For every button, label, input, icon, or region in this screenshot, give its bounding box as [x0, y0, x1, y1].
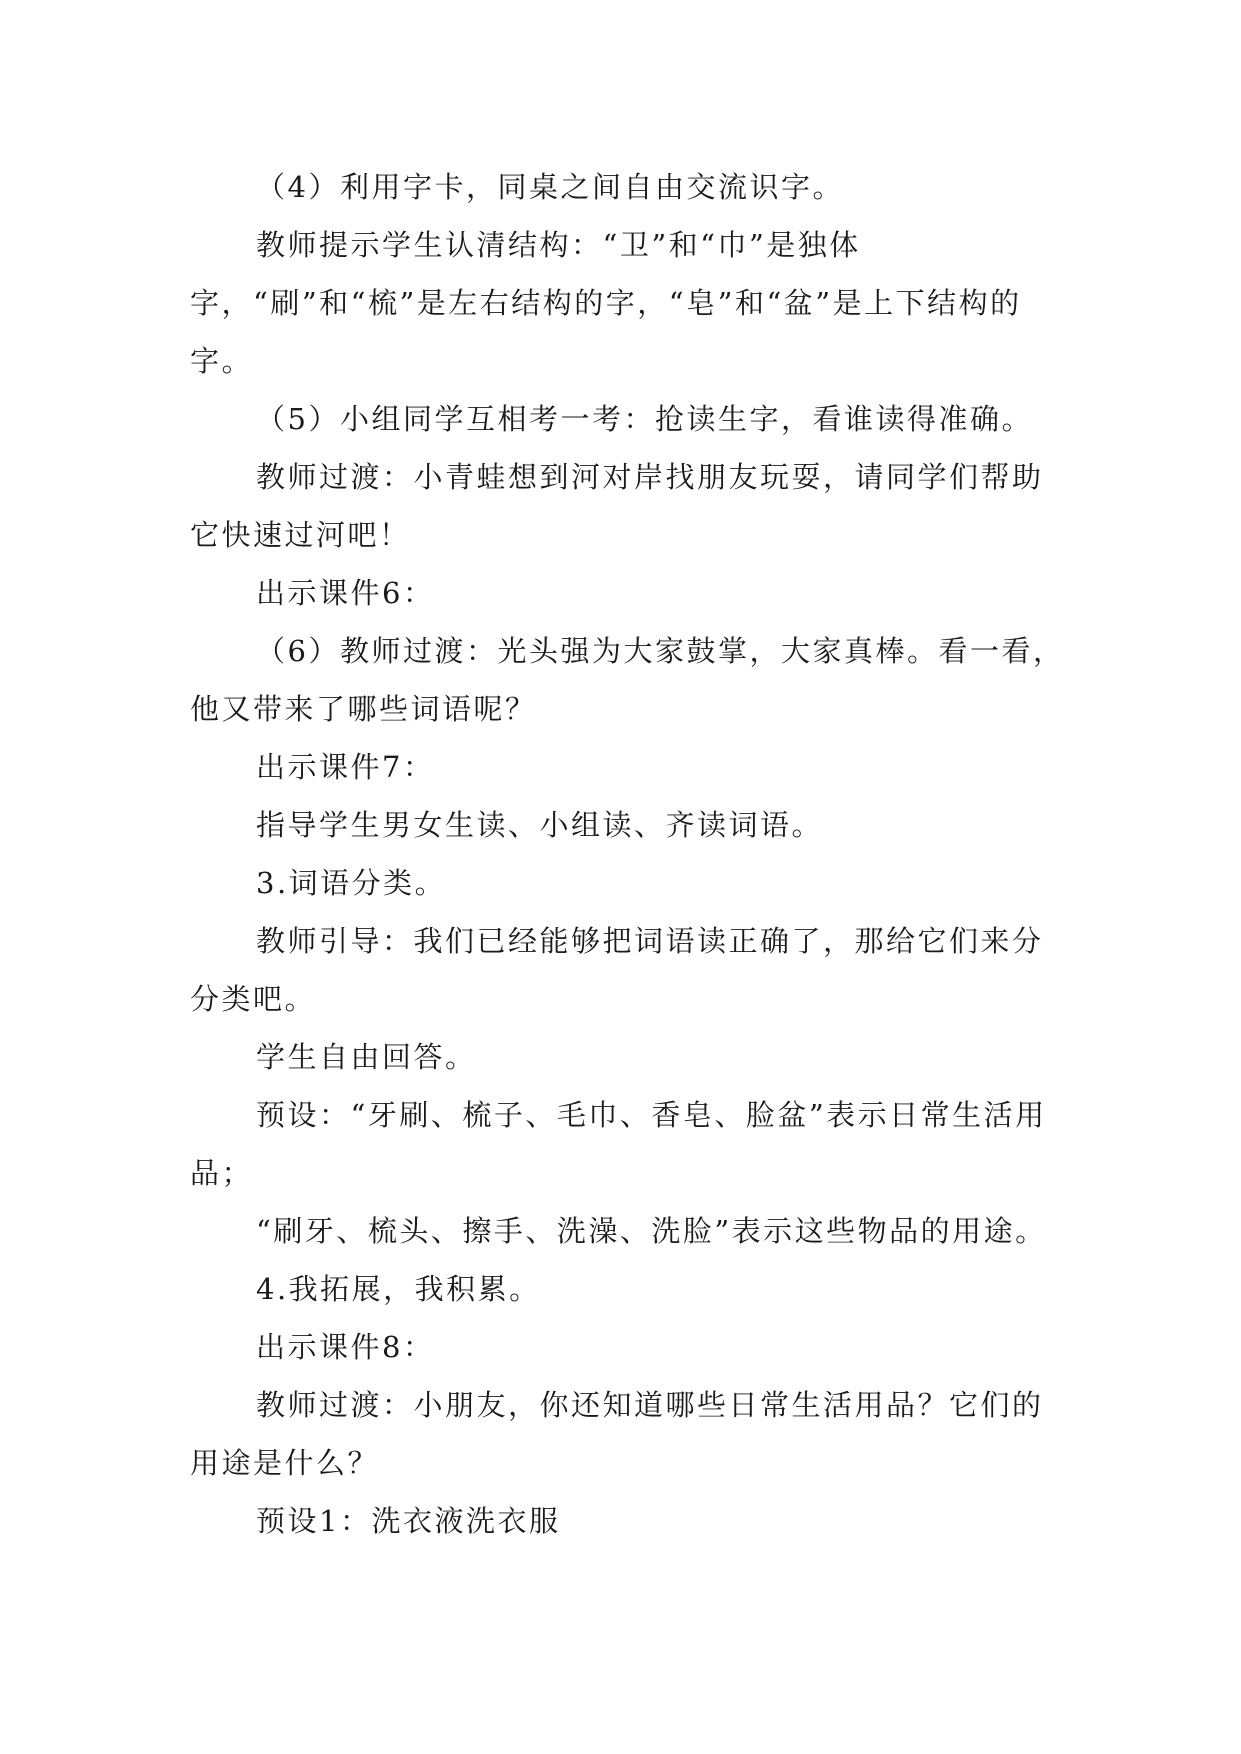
paragraph-activity-6: （6）教师过渡：光头强为大家鼓掌，大家真棒。看一看，他又带来了哪些词语呢？	[190, 634, 1065, 726]
paragraph-preset-items: 预设：“牙刷、梳子、毛巾、香皂、脸盆”表示日常生活用品；	[190, 1098, 1047, 1190]
paragraph-activity-5: （5）小组同学互相考一考：抢读生字，看谁读得准确。	[256, 402, 1033, 436]
paragraph-preset-1: 预设1：洗衣液洗衣服	[256, 1504, 561, 1538]
paragraph-structure-hint: 教师提示学生认清结构：“卫”和“巾”是独体字，“刷”和“梳”是左右结构的字，“皂”和“盆”是上下结构的字。	[190, 228, 1022, 378]
paragraph-classify-guide: 教师引导：我们已经能够把词语读正确了，那给它们来分分类吧。	[190, 924, 1044, 1016]
paragraph-transition-frog: 教师过渡：小青蛙想到河对岸找朋友玩耍，请同学们帮助它快速过河吧！	[190, 460, 1044, 552]
paragraph-slide-7: 出示课件7：	[256, 750, 435, 784]
paragraph-slide-6: 出示课件6：	[256, 576, 435, 610]
paragraph-free-answer: 学生自由回答。	[256, 1040, 477, 1074]
paragraph-activity-4: （4）利用字卡，同桌之间自由交流识字。	[256, 170, 844, 204]
paragraph-transition-question: 教师过渡：小朋友，你还知道哪些日常生活用品？它们的用途是什么？	[190, 1388, 1044, 1480]
document-body	[190, 158, 1070, 1550]
paragraph-section-3: 3.词语分类。	[256, 866, 447, 900]
paragraph-reading-guide: 指导学生男女生读、小组读、齐读词语。	[256, 808, 824, 842]
paragraph-preset-uses: “刷牙、梳头、擦手、洗澡、洗脸”表示这些物品的用途。	[256, 1214, 1047, 1248]
paragraph-slide-8: 出示课件8：	[256, 1330, 435, 1364]
paragraph-section-4: 4.我拓展，我积累。	[256, 1272, 541, 1306]
